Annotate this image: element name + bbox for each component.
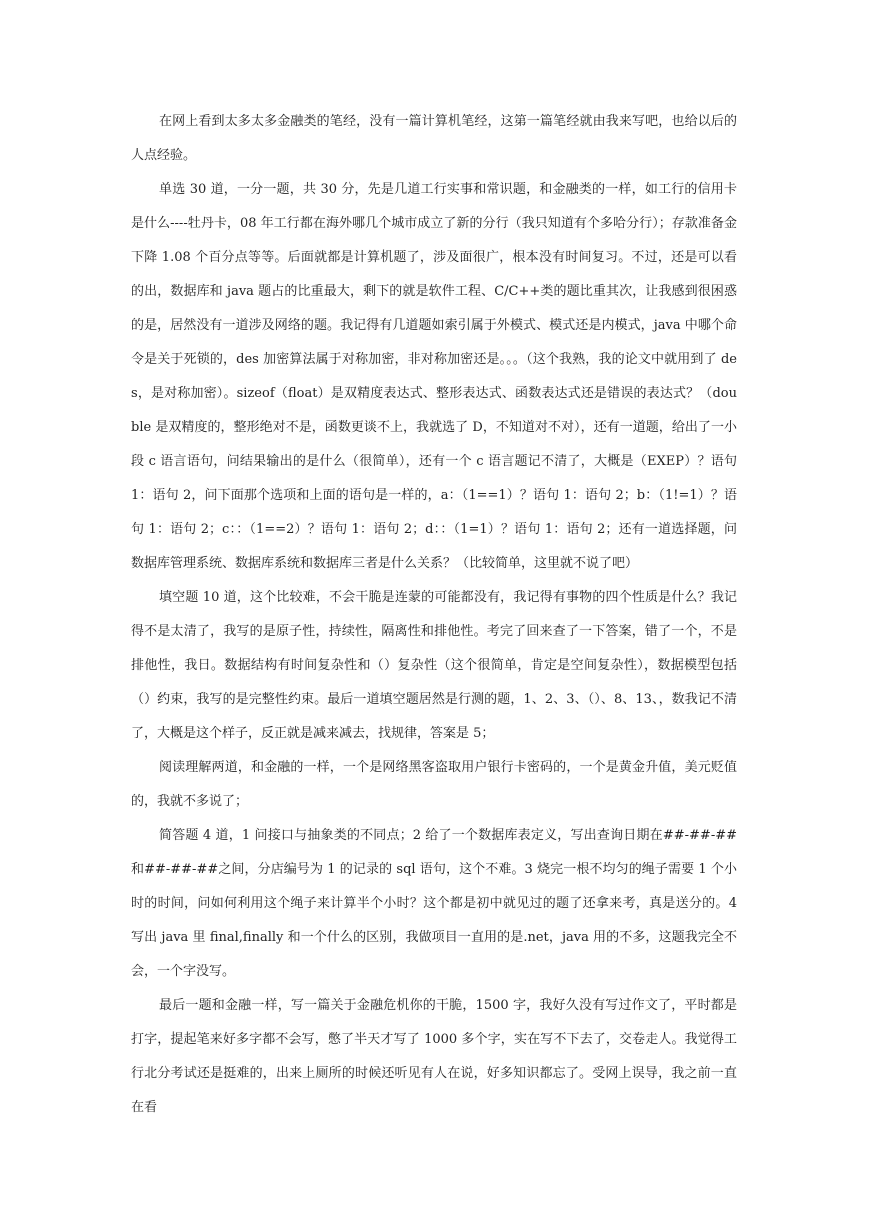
paragraph-intro: 在网上看到太多太多金融类的笔经，没有一篇计算机笔经，这第一篇笔经就由我来写吧，也给以后的人点经验。 xyxy=(131,114,737,163)
paragraph-essay: 最后一题和金融一样，写一篇关于金融危机你的干脆，1500 字，我好久没有写过作文了，平时都是打字，提起笔来好多字都不会写，憋了半天才写了 1000 多个字，实在写不下去了，交卷走人。我觉得工行北分考试还是挺难的，出来上厕所的时候还听见有人在说，好多知识都忘了。受网上误导，我之前一直在看 xyxy=(131,998,737,1115)
paragraph-reading: 阅读理解两道，和金融的一样，一个是网络黑客盗取用户银行卡密码的，一个是黄金升值，美元贬值的，我就不多说了； xyxy=(131,760,737,809)
paragraph-single-choice: 单选 30 道，一分一题，共 30 分，先是几道工行实事和常识题，和金融类的一样，如工行的信用卡是什么----牡丹卡，08 年工行都在海外哪几个城市成立了新的分行（我只知道有个多哈分行）；存款准备金下降 1.08 个百分点等等。后面就都是计算机题了，涉及面很广，根本没有时间复习。不过，还是可以看的出，数据库和 java 题占的比重最大，剩下的就是软件工程、C/C++类的题比重其次，让我感到很困惑的是，居然没有一道涉及网络的题。我记得有几道题如索引属于外模式、模式还是内模式，java 中哪个命令是关于死锁的，des 加密算法属于对称加密，非对称加密还是。。。（这个我熟，我的论文中就用到了 des，是对称加密）。sizeof（float）是双精度表达式、整形表达式、函数表达式还是错误的表达式？（double 是双精度的，整形绝对不是，函数更谈不上，我就选了 D，不知道对不对），还有一道题，给出了一小段 c 语言语句，问结果输出的是什么（很简单），还有一个 c 语言题记不清了，大概是（EXEP）？语句 1：语句 2，问下面那个选项和上面的语句是一样的，a：（1==1）？语句 1：语句 2；b：（1!=1）？语句 1：语句 2；c：：（1==2）？语句 1：语句 2；d：：（1=1）？语句 1：语句 2；还有一道选择题，问数据库管理系统、数据库系统和数据库三者是什么关系？（比较简单，这里就不说了吧） xyxy=(131,182,737,571)
document-body xyxy=(131,105,737,1125)
paragraph-fill-blank: 填空题 10 道，这个比较难，不会干脆是连蒙的可能都没有，我记得有事物的四个性质是什么？我记得不是太清了，我写的是原子性，持续性，隔离性和排他性。考完了回来查了一下答案，错了一个，不是排他性，我日。数据结构有时间复杂性和（）复杂性（这个很简单，肯定是空间复杂性），数据模型包括（）约束，我写的是完整性约束。最后一道填空题居然是行测的题，1、2、3、（）、8、13、，数我记不清了，大概是这个样子，反正就是减来减去，找规律，答案是 5； xyxy=(131,590,737,741)
paragraph-short-answer: 简答题 4 道，1 问接口与抽象类的不同点；2 给了一个数据库表定义，写出查询日期在##-##-## 和##-##-##之间，分店编号为 1 的记录的 sql 语句，这个不难。3 烧完一根不均匀的绳子需要 1 个小时的时间，问如何利用这个绳子来计算半个小时？这个都是初中就见过的题了还拿来考，真是送分的。4 写出 java 里 final,finally 和一个什么的区别，我做项目一直用的是.net，java 用的不多，这题我完全不会，一个字没写。 xyxy=(131,828,737,979)
